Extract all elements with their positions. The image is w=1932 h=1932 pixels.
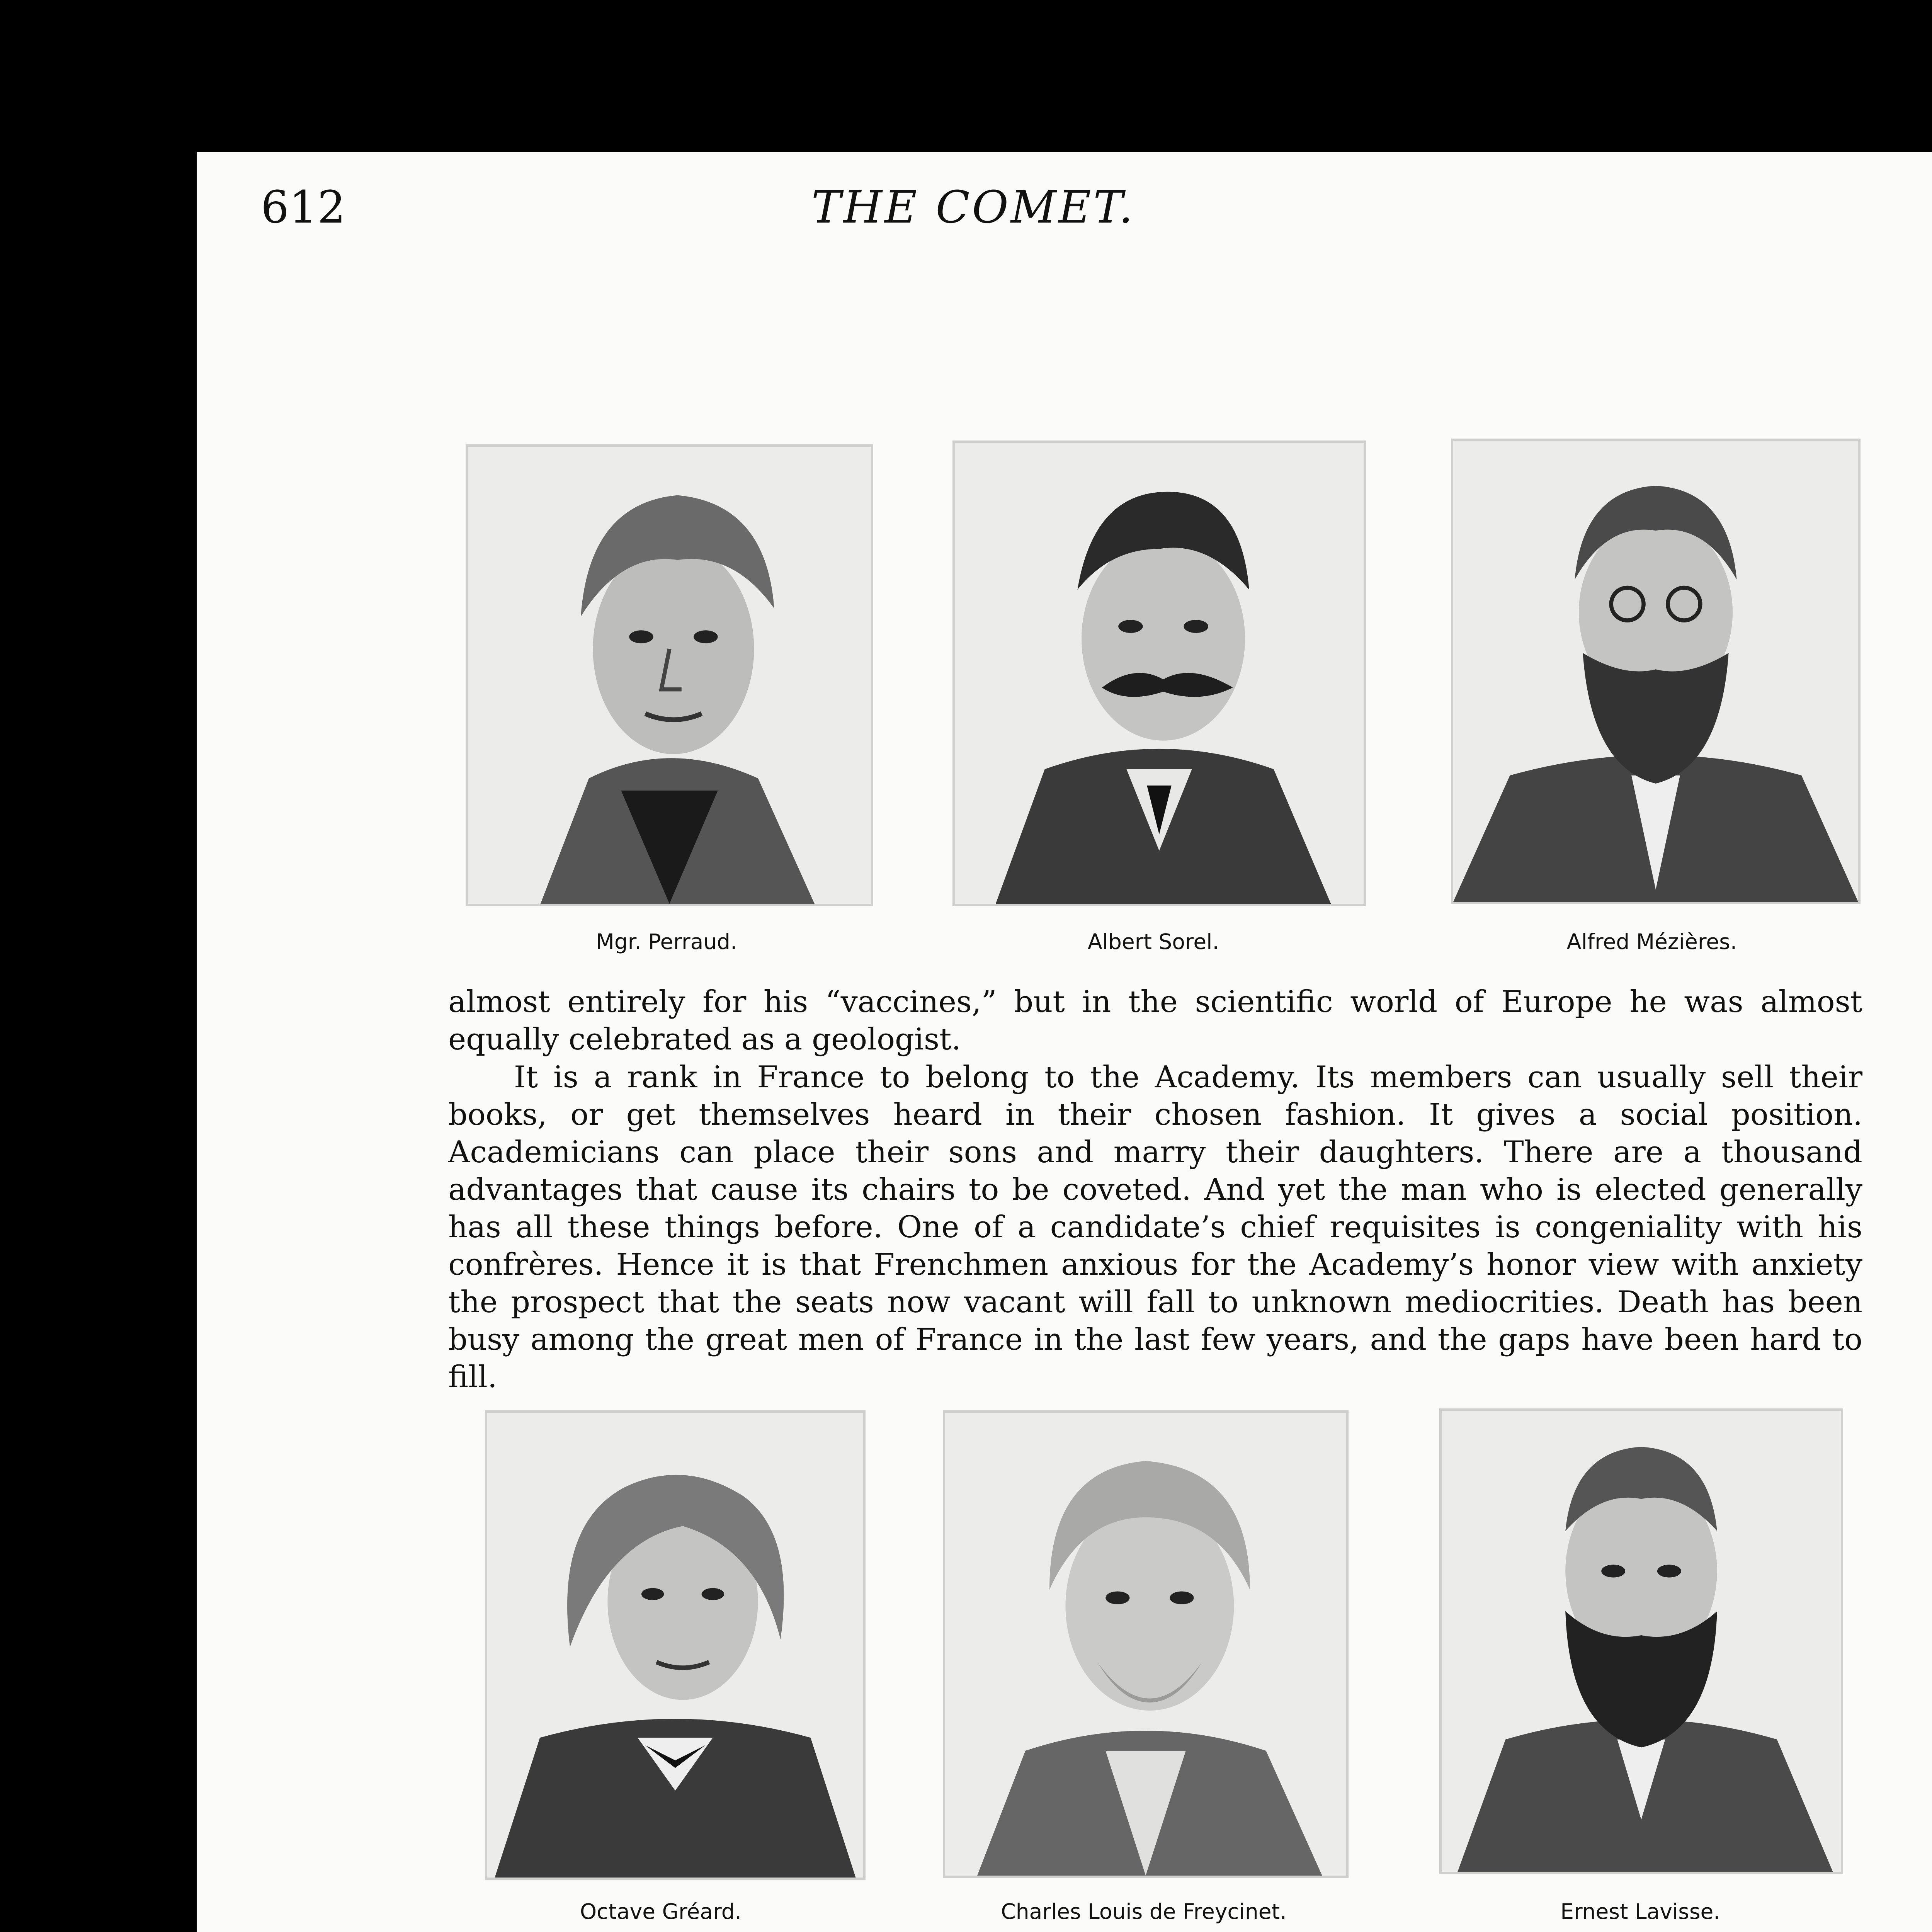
caption-perraud: Mgr. Perraud.: [596, 929, 737, 954]
caption-lavisse: Ernest Lavisse.: [1560, 1899, 1720, 1924]
portrait-lavisse: [1439, 1408, 1843, 1874]
article-paragraph-1: almost entirely for his “vaccines,” but in the scientific world of Europe he was almost equally celebrated as a geologist.: [448, 985, 1862, 1057]
caption-mezieres: Alfred Mézières.: [1566, 929, 1737, 954]
caption-freycinet: Charles Louis de Freycinet.: [1001, 1899, 1287, 1924]
portrait-greard: [485, 1410, 866, 1880]
page-header: [0, 182, 1932, 243]
portrait-sorel: [952, 440, 1366, 906]
portrait-mezieres: [1451, 439, 1861, 904]
article-paragraph-2: It is a rank in France to belong to the Academy. Its members can usually sell their books, or get themselves heard in their chosen fashion. It gives a social position. Academicians can place their sons and marry their daughters. There are a thousand advantages that cause its chairs to be coveted. And yet the man who is elected generally has all these things before. One of a candidate’s chief requisites is congeniality with his confrères. Hence it is that Frenchmen anxious for the Academy’s honor view with anxiety the prospect that the seats now vacant will fall to unknown mediocrities. Death has been busy among the great men of France in the last few years, and the gaps have been hard to fill.: [448, 1060, 1862, 1395]
portrait-freycinet: [943, 1410, 1349, 1878]
page-number: 612: [261, 182, 346, 233]
caption-sorel: Albert Sorel.: [1088, 929, 1219, 954]
running-title: THE COMET.: [811, 182, 1135, 233]
caption-greard: Octave Gréard.: [580, 1899, 742, 1924]
portrait-perraud: [466, 444, 873, 906]
